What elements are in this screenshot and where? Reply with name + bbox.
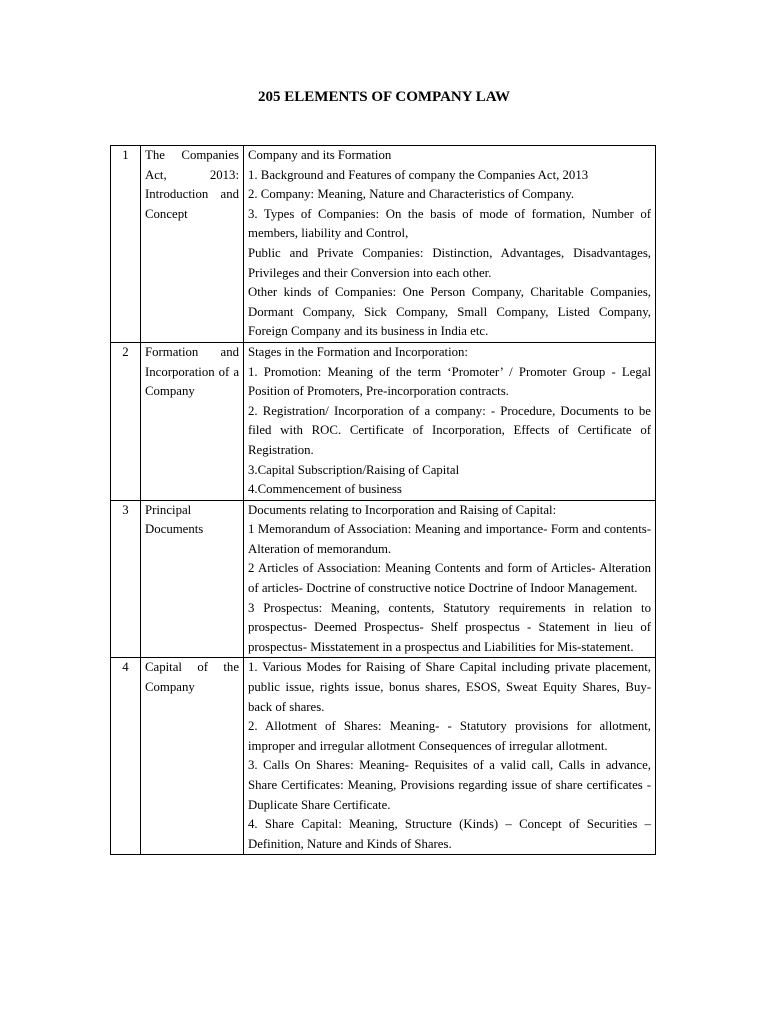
content-line: 1 Memorandum of Association: Meaning and importance- Form and contents- Alteration of memorandum. (248, 522, 651, 556)
content-line: 4. Share Capital: Meaning, Structure (Kinds) – Concept of Securities – Definition, Nature and Kinds of Shares. (248, 817, 651, 851)
content-line: 2. Registration/ Incorporation of a company: - Procedure, Documents to be filed with ROC. Certificate of Incorporation, Effects of Certificate of Registration. (248, 403, 651, 457)
content-line: Other kinds of Companies: One Person Company, Charitable Companies, Dormant Company, Sick Company, Small Company, Listed Company, Foreign Company and its business in India etc. (248, 285, 651, 339)
unit-content (244, 500, 656, 658)
content-line: 1. Promotion: Meaning of the term ‘Promoter’ / Promoter Group - Legal Position of Promoters, Pre-incorporation contracts. (248, 364, 651, 399)
content-line: 2 Articles of Association: Meaning Contents and form of Articles- Alteration of articles- Doctrine of constructive notice Doctrine of Indoor Management. (248, 561, 651, 596)
unit-topic: The Companies Act, 2013: Introduction and Concept (141, 146, 244, 343)
content-line: 1. Various Modes for Raising of Share Capital including private placement, public issue, rights issue, bonus shares, ESOS, Sweat Equity Shares, Buy-back of shares. (248, 660, 651, 714)
content-line: 3. Types of Companies: On the basis of mode of formation, Number of members, liability and Control, (248, 206, 651, 241)
content-line: 1. Background and Features of company the Companies Act, 2013 (248, 167, 589, 182)
table-row (111, 500, 656, 658)
document-title: 205 ELEMENTS OF COMPANY LAW (258, 89, 510, 105)
syllabus-table (110, 145, 656, 855)
content-line: Stages in the Formation and Incorporation: (248, 344, 468, 359)
content-line: 3. Calls On Shares: Meaning- Requisites of a valid call, Calls in advance, Share Certificates: Meaning, Provisions regarding issue of share certificates - Duplicate Share Certificate. (248, 758, 651, 812)
content-line: Company and its Formation (248, 148, 392, 162)
unit-topic: Capital of the Company (141, 658, 244, 855)
unit-content (244, 146, 656, 343)
unit-number: 2 (111, 342, 141, 500)
unit-topic: Formation and Incorporation of a Company (141, 342, 244, 500)
table-row (111, 342, 656, 500)
content-line: 2. Company: Meaning, Nature and Characteristics of Company. (248, 187, 575, 202)
unit-topic: Principal Documents (141, 500, 244, 658)
content-line: 4.Commencement of business (248, 482, 402, 497)
content-line: Documents relating to Incorporation and Raising of Capital: (248, 502, 557, 517)
unit-content (244, 658, 656, 855)
unit-number: 4 (111, 658, 141, 855)
content-line: 3.Capital Subscription/Raising of Capital (248, 462, 460, 477)
content-line: Public and Private Companies: Distinction, Advantages, Disadvantages, Privileges and their Conversion into each other. (248, 245, 651, 280)
table-row (111, 146, 656, 343)
table-row (111, 658, 656, 855)
content-line: 2. Allotment of Shares: Meaning- - Statutory provisions for allotment, improper and irregular allotment Consequences of irregular allotment. (248, 719, 651, 753)
unit-number: 1 (111, 146, 141, 343)
unit-number: 3 (111, 500, 141, 658)
unit-content (244, 342, 656, 500)
content-line: 3 Prospectus: Meaning, contents, Statutory requirements in relation to prospectus- Deemed Prospectus- Shelf prospectus - Statement in lieu of prospectus- Misstatement in a prospectus and Liabilities for Mis-statement. (248, 600, 651, 654)
